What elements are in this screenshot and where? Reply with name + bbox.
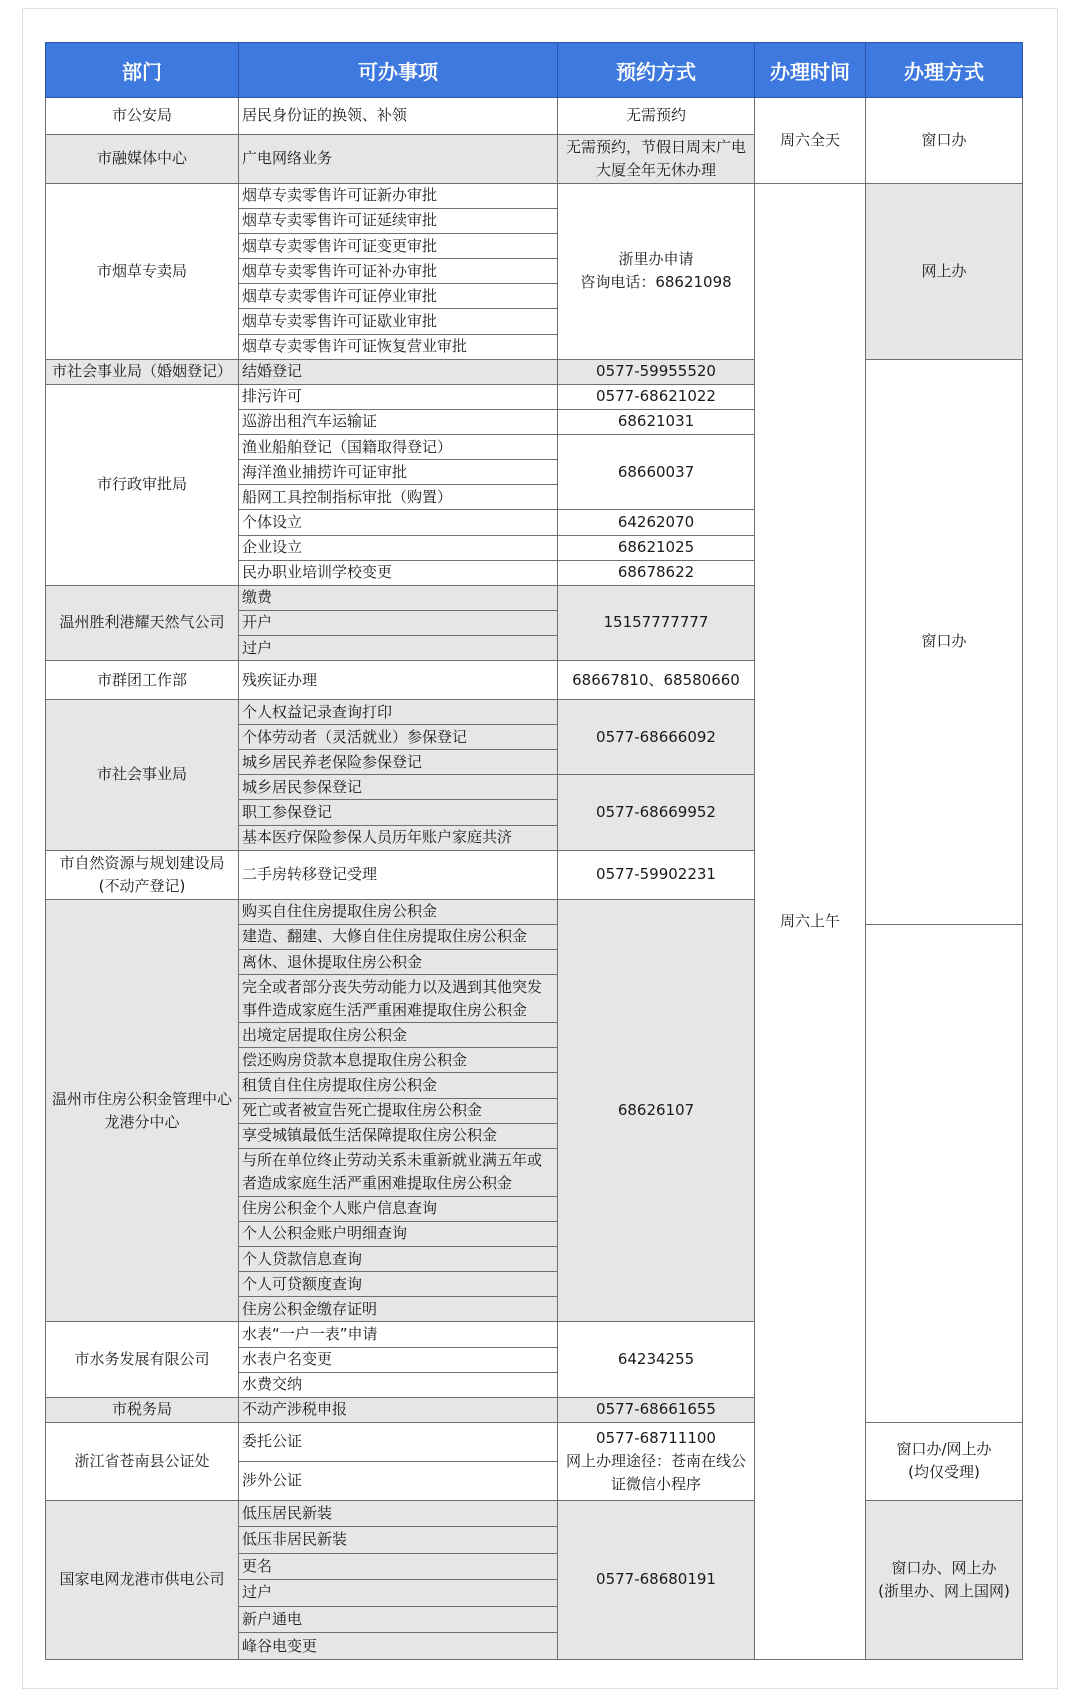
item-cell: 残疾证办理 [239,661,558,700]
dept-name-line2: 龙港分中心 [104,1112,180,1131]
booking-cell: 64262070 [558,510,755,535]
time-saturday-morning: 周六上午 [755,183,866,1659]
booking-cell: 0577-59902231 [558,850,755,899]
item-cell: 峰谷电变更 [239,1633,558,1660]
item-cell: 缴费 [239,585,558,610]
header-mode: 办理方式 [866,43,1023,98]
item-cell: 个人可贷额度查询 [239,1272,558,1297]
item-cell: 个人权益记录查询打印 [239,699,558,724]
dept-social-affairs: 市社会事业局 [46,699,239,850]
item-cell: 更名 [239,1553,558,1580]
mode-online: 网上办 [866,183,1023,359]
table-row [46,98,1023,135]
item-cell: 住房公积金缴存证明 [239,1297,558,1322]
booking-cell: 68660037 [558,435,755,510]
item-cell: 购买自住住房提取住房公积金 [239,899,558,924]
table-row [46,1322,1023,1347]
item-cell: 完全或者部分丧失劳动能力以及遇到其他突发事件造成家庭生活严重困难提取住房公积金 [239,975,558,1023]
table-row [46,1397,1023,1422]
dept-name-line1: 温州市住房公积金管理中心 [51,1089,232,1108]
item-cell: 烟草专卖零售许可证补办审批 [239,259,558,284]
item-cell: 烟草专卖零售许可证变更审批 [239,234,558,259]
item-cell: 海洋渔业捕捞许可证审批 [239,460,558,485]
mode-window: 窗口办 [866,98,1023,184]
item-cell: 烟草专卖零售许可证新办审批 [239,183,558,208]
dept-mass-work: 市群团工作部 [46,661,239,700]
time-full-saturday: 周六全天 [755,98,866,184]
header-time: 办理时间 [755,43,866,98]
item-cell: 不动产涉税申报 [239,1397,558,1422]
mode-line2: (浙里办、网上国网) [878,1581,1010,1600]
mode-line1: 窗口办/网上办 [896,1440,992,1459]
item-cell: 二手房转移登记受理 [239,850,558,899]
booking-cell: 68678622 [558,560,755,585]
item-cell: 过户 [239,1580,558,1607]
dept-social-marriage: 市社会事业局（婚姻登记） [46,359,239,384]
item-cell: 基本医疗保险参保人员历年账户家庭共济 [239,825,558,850]
dept-notary: 浙江省苍南县公证处 [46,1422,239,1500]
table-row [46,183,1023,208]
dept-water: 市水务发展有限公司 [46,1322,239,1397]
booking-cell: 15157777777 [558,585,755,660]
booking-cell: 68621031 [558,409,755,434]
item-cell: 离休、退休提取住房公积金 [239,950,558,975]
mode-power [866,1500,1023,1659]
item-cell: 低压非居民新装 [239,1527,558,1554]
booking-notary [558,1422,755,1500]
dept-name-line2: (不动产登记) [98,876,186,895]
item-cell: 职工参保登记 [239,800,558,825]
service-schedule-table [45,42,1023,1660]
table-row [46,359,1023,384]
table-row [46,1422,1023,1461]
item-cell: 城乡居民参保登记 [239,775,558,800]
header-row [46,43,1023,98]
item-cell: 涉外公证 [239,1461,558,1500]
item-cell: 享受城镇最低生活保障提取住房公积金 [239,1123,558,1148]
booking-cell: 0577-68669952 [558,775,755,850]
dept-natural-resources [46,850,239,899]
item-cell: 水费交纳 [239,1372,558,1397]
dept-tax: 市税务局 [46,1397,239,1422]
header-department: 部门 [46,43,239,98]
booking-cell: 0577-68666092 [558,699,755,774]
table-row [46,1500,1023,1527]
item-cell: 水表户名变更 [239,1347,558,1372]
item-cell: 个人贷款信息查询 [239,1247,558,1272]
booking-cell: 无需预约，节假日周末广电大厦全年无休办理 [558,134,755,183]
booking-cell: 0577-68680191 [558,1500,755,1659]
dept-public-security: 市公安局 [46,98,239,135]
dept-name-line1: 市自然资源与规划建设局 [59,853,225,872]
booking-cell: 无需预约 [558,98,755,135]
booking-text: 网上办理途径：苍南在线公证微信小程序 [565,1451,746,1493]
booking-text: 浙里办申请 [618,250,694,269]
item-cell: 烟草专卖零售许可证恢复营业审批 [239,334,558,359]
item-cell: 结婚登记 [239,359,558,384]
item-cell: 住房公积金个人账户信息查询 [239,1196,558,1221]
mode-line2: (均仅受理) [908,1463,980,1482]
item-cell: 企业设立 [239,535,558,560]
item-cell: 与所在单位终止劳动关系未重新就业满五年或者造成家庭生活严重困难提取住房公积金 [239,1148,558,1196]
booking-cell: 0577-59955520 [558,359,755,384]
booking-tobacco [558,183,755,359]
item-cell: 开户 [239,610,558,635]
item-cell: 个体劳动者（灵活就业）参保登记 [239,725,558,750]
item-cell: 偿还购房贷款本息提取住房公积金 [239,1048,558,1073]
item-cell: 水表“一户一表”申请 [239,1322,558,1347]
item-cell: 过户 [239,636,558,661]
booking-cell: 68621025 [558,535,755,560]
item-cell: 巡游出租汽车运输证 [239,409,558,434]
booking-cell: 64234255 [558,1322,755,1397]
booking-phone: 咨询电话：68621098 [580,273,732,292]
item-cell: 居民身份证的换领、补领 [239,98,558,135]
item-cell: 民办职业培训学校变更 [239,560,558,585]
booking-cell: 68626107 [558,899,755,1322]
item-cell: 低压居民新装 [239,1500,558,1527]
booking-cell: 0577-68661655 [558,1397,755,1422]
header-items: 可办事项 [239,43,558,98]
item-cell: 死亡或者被宣告死亡提取住房公积金 [239,1098,558,1123]
item-cell: 新户通电 [239,1606,558,1633]
item-cell: 烟草专卖零售许可证歇业审批 [239,309,558,334]
item-cell: 个人公积金账户明细查询 [239,1221,558,1246]
mode-window-main: 窗口办 [866,359,1023,924]
item-cell: 广电网络业务 [239,134,558,183]
item-cell: 委托公证 [239,1422,558,1461]
item-cell: 建造、翻建、大修自住住房提取住房公积金 [239,924,558,949]
item-cell: 个体设立 [239,510,558,535]
dept-power: 国家电网龙港市供电公司 [46,1500,239,1659]
item-cell: 渔业船舶登记（国籍取得登记） [239,435,558,460]
dept-tobacco: 市烟草专卖局 [46,183,239,359]
booking-phone: 0577-68711100 [596,1428,716,1447]
dept-media-center: 市融媒体中心 [46,134,239,183]
item-cell: 烟草专卖零售许可证延续审批 [239,208,558,233]
dept-housing-fund [46,899,239,1322]
item-cell: 排污许可 [239,384,558,409]
header-booking: 预约方式 [558,43,755,98]
booking-cell: 68667810、68580660 [558,661,755,700]
booking-cell: 0577-68621022 [558,384,755,409]
dept-gas-company: 温州胜利港耀天然气公司 [46,585,239,660]
mode-notary [866,1422,1023,1500]
item-cell: 城乡居民养老保险参保登记 [239,750,558,775]
item-cell: 烟草专卖零售许可证停业审批 [239,284,558,309]
item-cell: 出境定居提取住房公积金 [239,1023,558,1048]
mode-line1: 窗口办、网上办 [891,1558,997,1577]
item-cell: 船网工具控制指标审批（购置） [239,485,558,510]
dept-admin-approval: 市行政审批局 [46,384,239,585]
item-cell: 租赁自住住房提取住房公积金 [239,1073,558,1098]
